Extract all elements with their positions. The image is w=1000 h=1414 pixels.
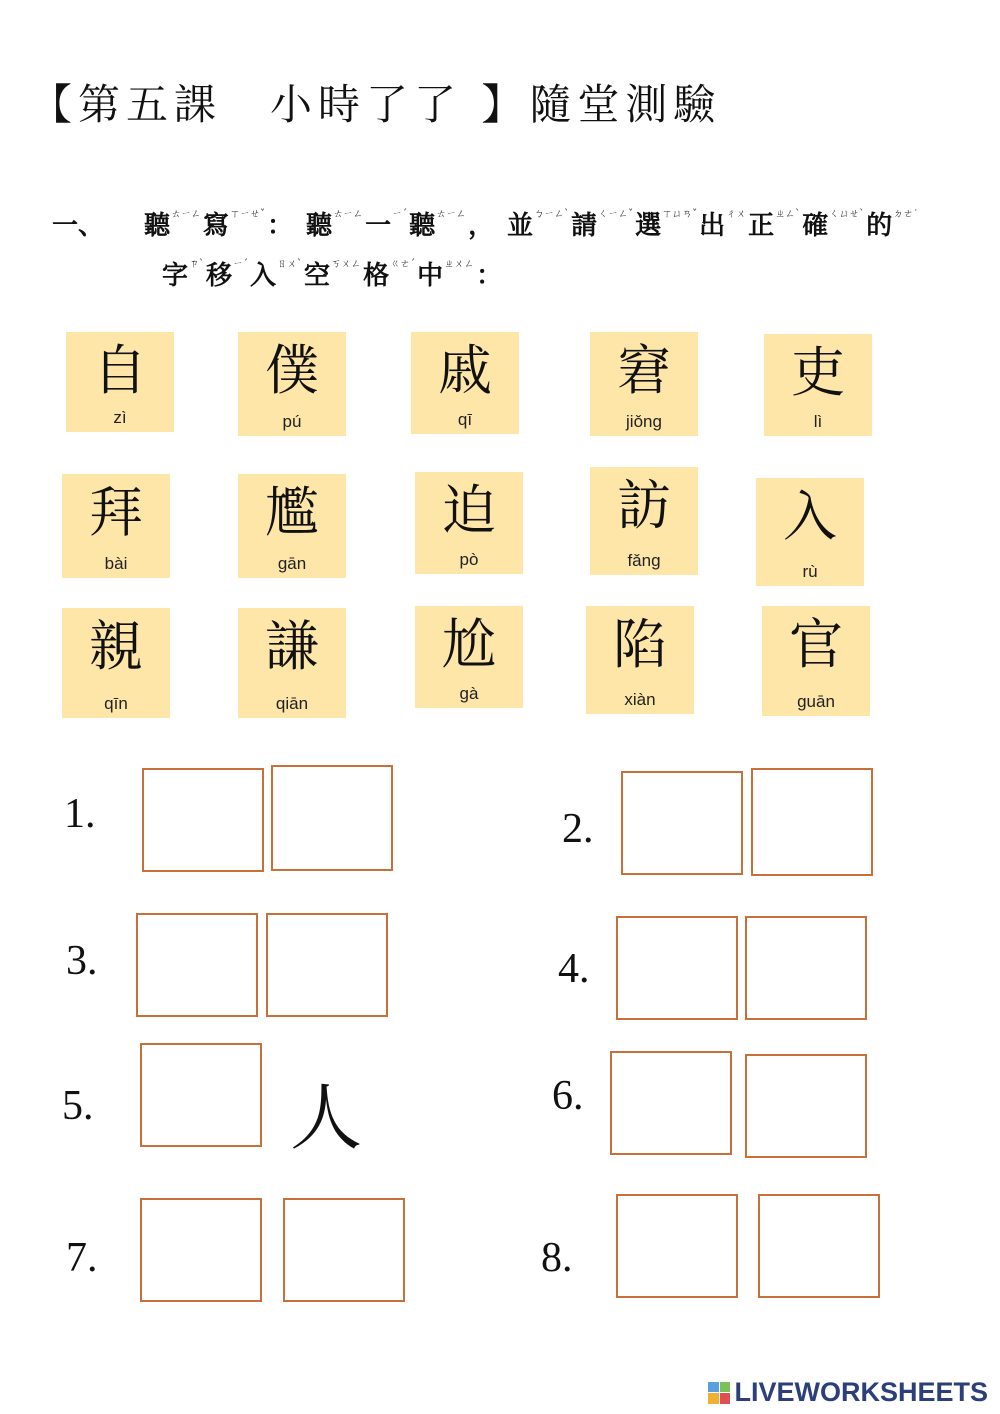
answer-drop-box[interactable] — [266, 913, 388, 1017]
instruction-char: 出 — [699, 211, 726, 241]
zhuyin-annotation: ㄧˊ — [233, 259, 249, 270]
instruction-char: 格 — [363, 261, 390, 291]
card-character: 僕 — [265, 339, 319, 402]
zhuyin-annotation: ㄖㄨˋ — [277, 259, 303, 270]
character-card[interactable] — [66, 332, 174, 432]
card-pinyin: pú — [282, 412, 302, 431]
liveworksheets-logo — [708, 1377, 988, 1408]
zhuyin-annotation: ㄊㄧㄥ — [171, 209, 202, 220]
instruction-char: 字 — [162, 261, 189, 291]
character-card[interactable] — [756, 478, 864, 586]
character-card[interactable] — [238, 332, 346, 436]
card-pinyin: pò — [459, 550, 479, 569]
answer-drop-box[interactable] — [621, 771, 743, 875]
zhuyin-annotation: ㄗˋ — [189, 259, 205, 270]
card-pinyin: gān — [277, 554, 307, 573]
answer-drop-box[interactable] — [271, 765, 393, 871]
card-pinyin: guān — [797, 692, 835, 711]
card-pinyin: gà — [459, 684, 479, 703]
character-card[interactable] — [586, 606, 694, 714]
character-card[interactable] — [762, 606, 870, 716]
card-character: 拜 — [89, 481, 143, 544]
instruction — [52, 205, 952, 295]
instruction-char: 請 — [571, 211, 598, 241]
card-character: 入 — [783, 485, 837, 548]
character-card[interactable] — [415, 472, 523, 574]
card-character: 迫 — [442, 479, 496, 542]
zhuyin-annotation: ㄊㄧㄥ — [436, 209, 467, 220]
question-number: 5. — [62, 1083, 94, 1129]
instruction-char: 選 — [635, 211, 662, 241]
instruction-char: ： — [267, 211, 281, 241]
answer-drop-box[interactable] — [610, 1051, 732, 1155]
zhuyin-annotation: ㄓㄨㄥ — [444, 259, 475, 270]
answer-drop-box[interactable] — [751, 768, 873, 876]
instruction-char: 聽 — [409, 211, 436, 241]
card-character: 陷 — [613, 613, 667, 676]
answer-drop-box[interactable] — [140, 1043, 262, 1147]
given-character: 人 — [290, 1076, 363, 1160]
character-card[interactable] — [590, 332, 698, 436]
card-character: 親 — [89, 615, 143, 678]
liveworksheets-logo-icon — [708, 1382, 730, 1404]
instruction-char: 聽 — [144, 211, 171, 241]
instruction-char: 聽 — [280, 211, 333, 241]
character-card[interactable] — [764, 334, 872, 436]
zhuyin-annotation: ㄓㄥˋ — [775, 209, 801, 220]
card-pinyin: qīn — [104, 694, 128, 713]
zhuyin-annotation: ㄅㄧㄥˋ — [534, 209, 570, 220]
card-character: 戚 — [438, 339, 492, 402]
character-card[interactable] — [238, 474, 346, 578]
answer-drop-box[interactable] — [283, 1198, 405, 1302]
instruction-char: 並 — [507, 211, 534, 241]
answer-drop-box[interactable] — [616, 1194, 738, 1298]
answer-drop-box[interactable] — [745, 916, 867, 1020]
answer-drop-box[interactable] — [758, 1194, 880, 1298]
instruction-char: 的 — [866, 211, 893, 241]
card-pinyin: lì — [813, 412, 823, 431]
instruction-char: ： — [476, 261, 503, 291]
card-character: 窘 — [617, 339, 671, 402]
zhuyin-annotation: ㄊㄧㄥ — [333, 209, 364, 220]
instruction-char: 寫 — [203, 211, 230, 241]
question-number: 7. — [66, 1235, 98, 1281]
instruction-char: 中 — [417, 261, 444, 291]
answer-drop-box[interactable] — [745, 1054, 867, 1158]
question-number: 6. — [552, 1073, 584, 1119]
question-number: 2. — [562, 806, 594, 852]
card-character: 吏 — [791, 341, 845, 404]
character-card[interactable] — [62, 474, 170, 578]
instruction-char: 空 — [304, 261, 331, 291]
zhuyin-annotation: ㄉㄜ˙ — [893, 209, 919, 220]
question-number: 3. — [66, 938, 98, 984]
card-character: 自 — [93, 339, 147, 402]
card-character: 尷 — [265, 481, 319, 544]
card-pinyin: bài — [104, 554, 128, 573]
card-pinyin: fǎng — [627, 551, 661, 570]
character-card[interactable] — [411, 332, 519, 434]
instruction-char: 移 — [206, 261, 233, 291]
card-pinyin: qiān — [275, 694, 309, 713]
card-pinyin: qī — [457, 410, 473, 429]
card-character: 尬 — [442, 613, 496, 676]
card-pinyin: xiàn — [624, 690, 656, 709]
answer-drop-box[interactable] — [616, 916, 738, 1020]
question-number: 1. — [64, 791, 96, 837]
card-pinyin: rù — [802, 562, 818, 581]
instruction-char: 正 — [748, 211, 775, 241]
zhuyin-annotation: ㄒㄩㄢˇ — [662, 209, 698, 220]
instruction-line-1 — [144, 205, 920, 242]
question-number: 4. — [558, 946, 590, 992]
answer-drop-box[interactable] — [140, 1198, 262, 1302]
card-pinyin: zì — [113, 408, 127, 427]
instruction-line-2 — [162, 255, 502, 292]
card-pinyin: jiǒng — [626, 412, 662, 431]
character-card[interactable] — [62, 608, 170, 718]
brand-text: LIVEWORKSHEETS — [734, 1377, 988, 1407]
instruction-number: 一、 — [52, 211, 105, 241]
zhuyin-annotation: ㄧˊ — [392, 209, 408, 220]
zhuyin-annotation: ㄒㄧㄝˇ — [230, 209, 266, 220]
question-number: 8. — [541, 1235, 573, 1281]
zhuyin-annotation: ㄑㄩㄝˋ — [829, 209, 865, 220]
zhuyin-annotation: ㄎㄨㄥ — [331, 259, 362, 270]
zhuyin-annotation: ㄍㄜˊ — [390, 259, 416, 270]
card-character: 訪 — [617, 474, 671, 537]
instruction-char: 一 — [365, 211, 392, 241]
instruction-char: ， — [468, 211, 508, 241]
answer-drop-box[interactable] — [136, 913, 258, 1017]
character-card[interactable] — [238, 608, 346, 718]
card-character: 官 — [789, 613, 843, 676]
page-title: 【第五課 小時了了 】隨堂測驗 — [30, 80, 722, 129]
zhuyin-annotation: ㄑㄧㄥˇ — [598, 209, 634, 220]
answer-drop-box[interactable] — [142, 768, 264, 872]
character-card[interactable] — [415, 606, 523, 708]
card-character: 謙 — [265, 615, 319, 678]
instruction-char: 確 — [802, 211, 829, 241]
character-card[interactable] — [590, 467, 698, 575]
instruction-char: 入 — [250, 261, 277, 291]
zhuyin-annotation: ㄔㄨ — [726, 209, 747, 220]
